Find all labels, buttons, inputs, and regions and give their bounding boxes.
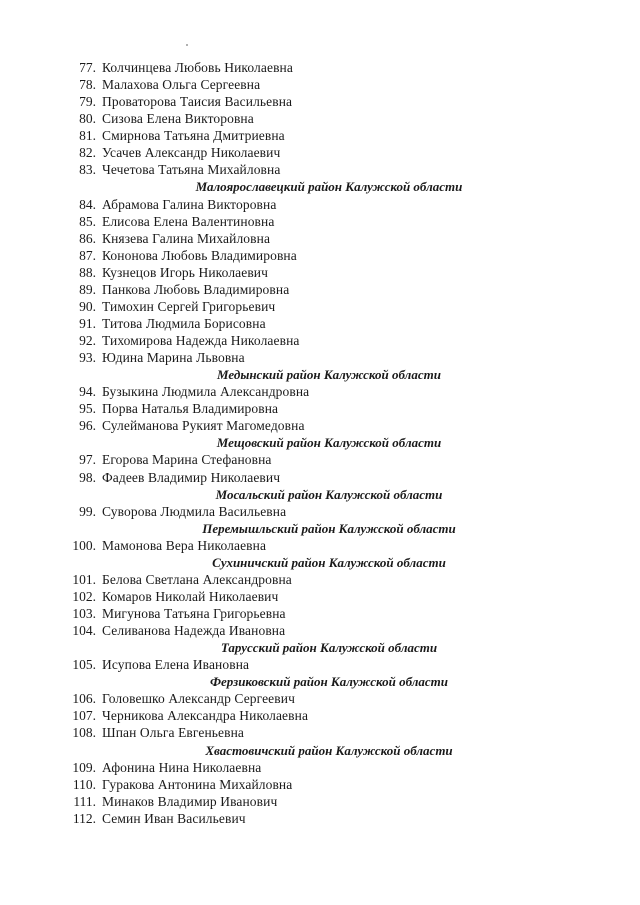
person-name: Юдина Марина Львовна <box>102 350 245 366</box>
list-item <box>0 605 640 622</box>
list-item <box>0 349 640 366</box>
item-number: 104. <box>72 623 96 639</box>
name-list <box>0 59 640 827</box>
list-item <box>0 417 640 434</box>
item-number: 98. <box>79 469 96 485</box>
list-item <box>0 759 640 776</box>
item-number: 87. <box>79 247 96 263</box>
item-number: 107. <box>72 708 96 724</box>
district-heading: Тарусский район Калужской области <box>220 640 438 656</box>
list-item <box>0 247 640 264</box>
item-number: 102. <box>72 588 96 604</box>
person-name: Порва Наталья Владимировна <box>102 401 279 417</box>
list-item <box>0 76 640 93</box>
list-item <box>0 469 640 486</box>
person-name: Тихомирова Надежда Николаевна <box>102 333 300 348</box>
person-name: Мамонова Вера Николаевна <box>102 537 267 553</box>
list-item <box>0 776 640 793</box>
item-number: 106. <box>72 691 96 707</box>
list-item <box>0 588 640 605</box>
person-name: Сулейманова Рукият Магомедовна <box>102 418 305 434</box>
item-number: 103. <box>72 606 96 621</box>
item-number: 86. <box>79 230 96 246</box>
person-name: Кононова Любовь Владимировна <box>102 247 297 263</box>
person-name: Семин Иван Васильевич <box>102 810 246 826</box>
person-name: Мигунова Татьяна Григорьевна <box>102 606 286 621</box>
person-name: Афонина Нина Николаевна <box>102 759 262 775</box>
list-item <box>0 622 640 639</box>
list-item <box>0 724 640 741</box>
list-item <box>0 196 640 213</box>
item-number: 89. <box>79 281 96 297</box>
list-item <box>0 332 640 349</box>
person-name: Кузнецов Игорь Николаевич <box>102 264 269 280</box>
list-item <box>0 383 640 400</box>
list-item <box>0 503 640 520</box>
district-heading: Сухиничский район Калужской области <box>212 554 446 570</box>
person-name: Егорова Марина Стефановна <box>102 452 272 468</box>
item-number: 105. <box>72 657 96 673</box>
person-name: Малахова Ольга Сергеевна <box>102 77 261 93</box>
person-name: Чечетова Татьяна Михайловна <box>102 162 281 178</box>
district-heading: Хвастовичский район Калужской области <box>205 742 453 758</box>
person-name: Суворова Людмила Васильевна <box>102 503 287 519</box>
item-number: 111. <box>73 793 96 809</box>
district-heading: Ферзиковский район Калужской области <box>209 674 449 690</box>
item-number: 78. <box>79 77 96 93</box>
list-item <box>0 571 640 588</box>
list-item <box>0 707 640 724</box>
item-number: 99. <box>79 503 96 519</box>
district-heading: Перемышльский район Калужской области <box>202 520 456 536</box>
item-number: 90. <box>79 298 96 314</box>
person-name: Проваторова Таисия Васильевна <box>102 94 293 110</box>
item-number: 94. <box>79 384 96 400</box>
list-item <box>0 93 640 110</box>
item-number: 101. <box>72 571 96 587</box>
person-name: Белова Светлана Александровна <box>102 571 292 587</box>
list-item <box>0 144 640 161</box>
list-item <box>0 656 640 673</box>
item-number: 100. <box>72 537 96 553</box>
person-name: Шпан Ольга Евгеньевна <box>102 725 245 741</box>
list-item <box>0 537 640 554</box>
district-heading: Медынский район Калужской области <box>217 367 441 383</box>
item-number: 88. <box>79 264 96 280</box>
person-name: Колчинцева Любовь Николаевна <box>102 60 293 75</box>
item-number: 84. <box>79 196 96 212</box>
person-name: Черникова Александра Николаевна <box>102 708 309 724</box>
person-name: Смирнова Татьяна Дмитриевна <box>102 128 285 144</box>
person-name: Фадеев Владимир Николаевич <box>102 469 281 485</box>
item-number: 79. <box>79 94 96 110</box>
item-number: 97. <box>79 452 96 468</box>
scan-speck <box>186 44 188 46</box>
item-number: 93. <box>79 350 96 366</box>
person-name: Князева Галина Михайловна <box>102 230 271 246</box>
person-name: Исупова Елена Ивановна <box>102 657 250 673</box>
list-item <box>0 690 640 707</box>
person-name: Селиванова Надежда Ивановна <box>102 623 286 639</box>
list-item <box>0 110 640 127</box>
person-name: Комаров Николай Николаевич <box>102 588 279 604</box>
list-item <box>0 400 640 417</box>
item-number: 85. <box>79 213 96 229</box>
item-number: 110. <box>72 776 96 792</box>
list-item <box>0 298 640 315</box>
list-item <box>0 264 640 281</box>
person-name: Бузыкина Людмила Александровна <box>102 384 310 400</box>
district-heading: Малоярославецкий район Калужской области <box>195 179 463 195</box>
person-name: Титова Людмила Борисовна <box>102 315 266 331</box>
item-number: 109. <box>72 759 96 775</box>
item-number: 91. <box>79 315 96 331</box>
item-number: 112. <box>72 810 96 826</box>
list-item <box>0 810 640 827</box>
list-item <box>0 230 640 247</box>
list-item <box>0 59 640 76</box>
person-name: Абрамова Галина Викторовна <box>102 196 277 212</box>
item-number: 95. <box>79 401 96 417</box>
person-name: Гуракова Антонина Михайловна <box>102 776 293 792</box>
item-number: 108. <box>72 725 96 741</box>
person-name: Минаков Владимир Иванович <box>102 793 278 809</box>
district-heading: Мосальский район Калужской области <box>215 486 443 502</box>
list-item <box>0 127 640 144</box>
list-item <box>0 161 640 178</box>
item-number: 77. <box>79 60 96 75</box>
person-name: Елисова Елена Валентиновна <box>102 213 275 229</box>
item-number: 92. <box>79 333 96 348</box>
item-number: 82. <box>79 145 96 161</box>
list-item <box>0 451 640 468</box>
person-name: Сизова Елена Викторовна <box>102 111 254 127</box>
item-number: 80. <box>79 111 96 127</box>
person-name: Головешко Александр Сергеевич <box>102 691 295 707</box>
person-name: Панкова Любовь Владимировна <box>102 281 290 297</box>
person-name: Усачев Александр Николаевич <box>102 145 281 161</box>
list-item <box>0 793 640 810</box>
person-name: Тимохин Сергей Григорьевич <box>102 298 276 314</box>
item-number: 83. <box>79 162 96 178</box>
item-number: 81. <box>79 128 96 144</box>
list-item <box>0 315 640 332</box>
district-heading: Мещовский район Калужской области <box>216 435 442 451</box>
list-item <box>0 281 640 298</box>
list-item <box>0 213 640 230</box>
item-number: 96. <box>79 418 96 434</box>
